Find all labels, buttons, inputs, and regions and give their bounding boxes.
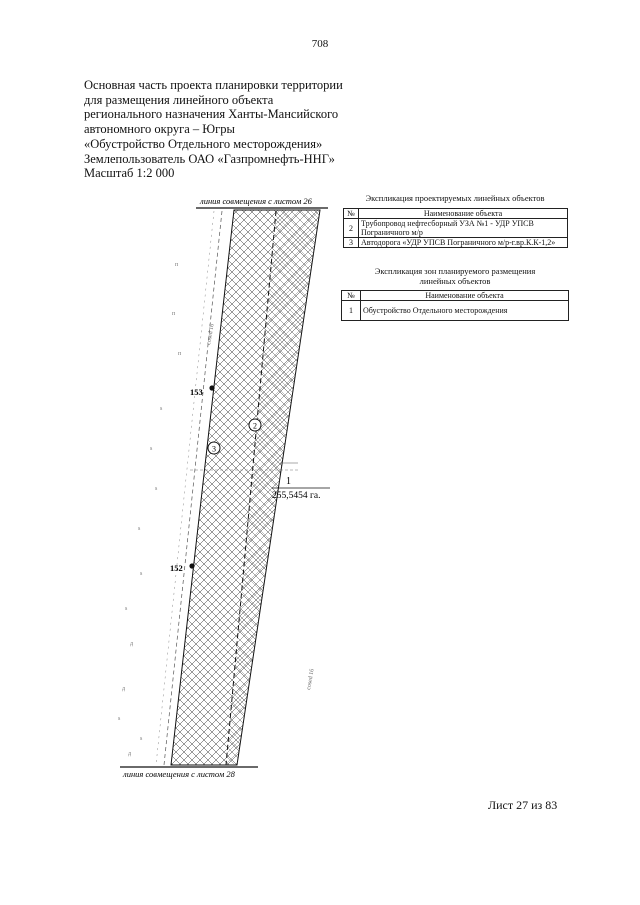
row-name: Обустройство Отдельного месторождения	[361, 301, 569, 321]
svg-text:д: д	[130, 641, 134, 647]
svg-text:3: 3	[212, 444, 216, 454]
sheet-footer: Лист 27 из 83	[488, 798, 558, 812]
header-num: №	[344, 209, 359, 219]
header-line: автономного округа – Югры	[84, 122, 235, 137]
side-annotation: cosed 16	[206, 323, 216, 346]
header-name: Наименование объекта	[361, 291, 569, 301]
svg-text:п: п	[175, 262, 179, 268]
svg-text:s: s	[125, 606, 128, 612]
terrain-marks	[118, 262, 182, 757]
svg-text:s: s	[118, 716, 121, 722]
svg-text:п: п	[172, 311, 176, 317]
header-line: Основная часть проекта планировки территории	[84, 78, 343, 92]
svg-text:п: п	[178, 351, 182, 357]
header-line: Землепользователь ОАО «Газпромнефть-ННГ»	[84, 151, 335, 166]
row-name: Трубопровод нефтесборный УЗА №1 - УДР УПСВ Пограничного м/р	[359, 219, 568, 238]
svg-text:s: s	[140, 571, 143, 577]
zones-table-title-line: линейных объектов	[419, 276, 491, 286]
side-annotation: cosed 16	[306, 668, 316, 691]
svg-text:s: s	[140, 736, 143, 742]
svg-text:д: д	[122, 686, 126, 692]
svg-text:s: s	[155, 486, 158, 492]
table-header-row	[342, 291, 569, 301]
zone-label: 1	[286, 476, 291, 487]
object-marker-2	[249, 419, 261, 431]
survey-point-153	[209, 385, 214, 390]
svg-text:s: s	[138, 526, 141, 532]
survey-point-153-label: 153	[190, 387, 203, 397]
objects-table	[343, 208, 568, 248]
match-line-bottom-label: линия совмещения с листом 28	[123, 769, 235, 779]
header-name: Наименование объекта	[359, 209, 568, 219]
zones-table-title	[335, 266, 575, 286]
svg-text:s: s	[150, 446, 153, 452]
header-line: для размещения линейного объекта	[84, 92, 274, 107]
table-row	[342, 301, 569, 321]
match-line-top-label: линия совмещения с листом 26	[200, 196, 312, 206]
row-name: Автодорога «УДР УПСВ Пограничного м/р-г.вр.К.К-1,2»	[359, 238, 568, 248]
header-num: №	[342, 291, 361, 301]
scale-line: Масштаб 1:2 000	[84, 166, 175, 181]
row-num: 3	[344, 238, 359, 248]
zones-table-title-line: Экспликация зон планируемого размещения	[374, 266, 536, 276]
table-header-row	[344, 209, 568, 219]
row-num: 2	[344, 219, 359, 238]
svg-text:s: s	[160, 406, 163, 412]
survey-point-152-label: 152	[170, 563, 183, 573]
svg-text:2: 2	[253, 421, 257, 431]
page-number: 708	[311, 38, 329, 50]
objects-table-title: Экспликация проектируемых линейных объектов	[365, 193, 545, 203]
row-num: 1	[342, 301, 361, 321]
zone-area: 255,5454 га.	[272, 491, 321, 501]
zones-table	[341, 290, 569, 321]
svg-text:д: д	[128, 751, 132, 757]
survey-point-152	[189, 563, 194, 568]
header-line: «Обустройство Отдельного месторождения»	[84, 136, 323, 151]
header-line: регионального назначения Ханты-Мансийского	[84, 107, 339, 122]
object-marker-3	[208, 442, 220, 454]
table-row	[344, 219, 568, 238]
table-row	[344, 238, 568, 248]
